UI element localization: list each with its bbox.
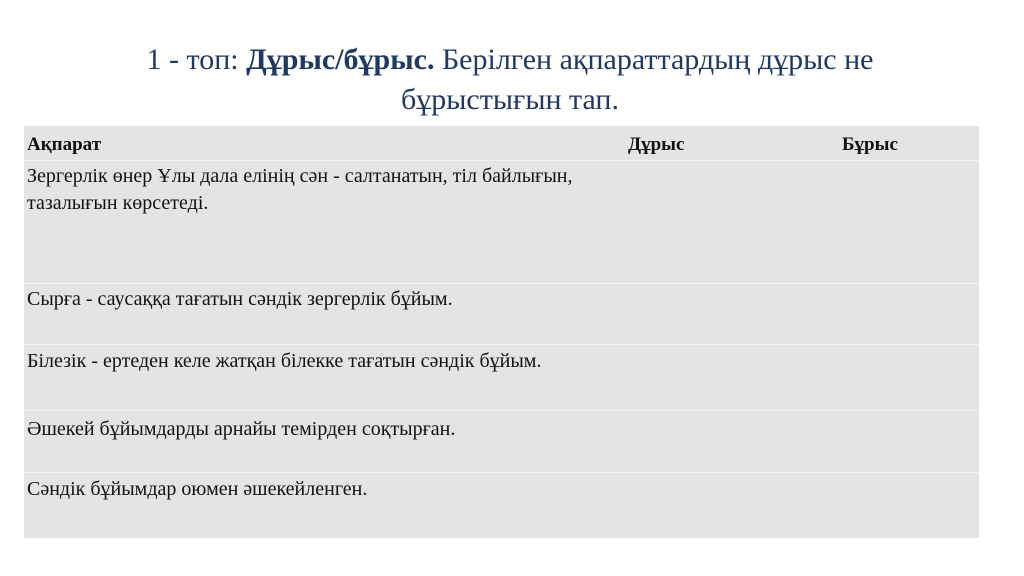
row-divider (24, 344, 979, 345)
table-row-2: Сырға - саусаққа тағатын сәндік зергерлік бұйым. (27, 288, 453, 310)
true-false-table (24, 126, 979, 538)
table-row-3: Білезік - ертеден келе жатқан білекке тағатын сәндік бұйым. (27, 350, 542, 372)
row-divider (24, 410, 979, 411)
row-divider (24, 283, 979, 284)
title-task-name: Дұрыс/бұрыс. (246, 43, 435, 76)
row-divider (24, 160, 979, 161)
table-row-4: Әшекей бұйымдарды арнайы темірден соқтырған. (27, 418, 456, 440)
header-correct: Дұрыс (628, 134, 685, 155)
table-row-5: Сәндік бұйымдар оюмен әшекейленген. (27, 478, 368, 500)
header-info: Ақпарат (27, 134, 102, 155)
title-instruction: Берілген ақпараттардың дұрыс не бұрыстығын тап. (401, 43, 874, 116)
table-row-1: Зергерлік өнер Ұлы дала елінің сән - салтанатын, тіл байлығын, тазалығын көрсетеді. (27, 165, 573, 214)
row-divider (24, 472, 979, 473)
header-wrong: Бұрыс (842, 134, 898, 155)
page-title (100, 40, 920, 120)
title-group-number: 1 - топ: (146, 43, 247, 76)
